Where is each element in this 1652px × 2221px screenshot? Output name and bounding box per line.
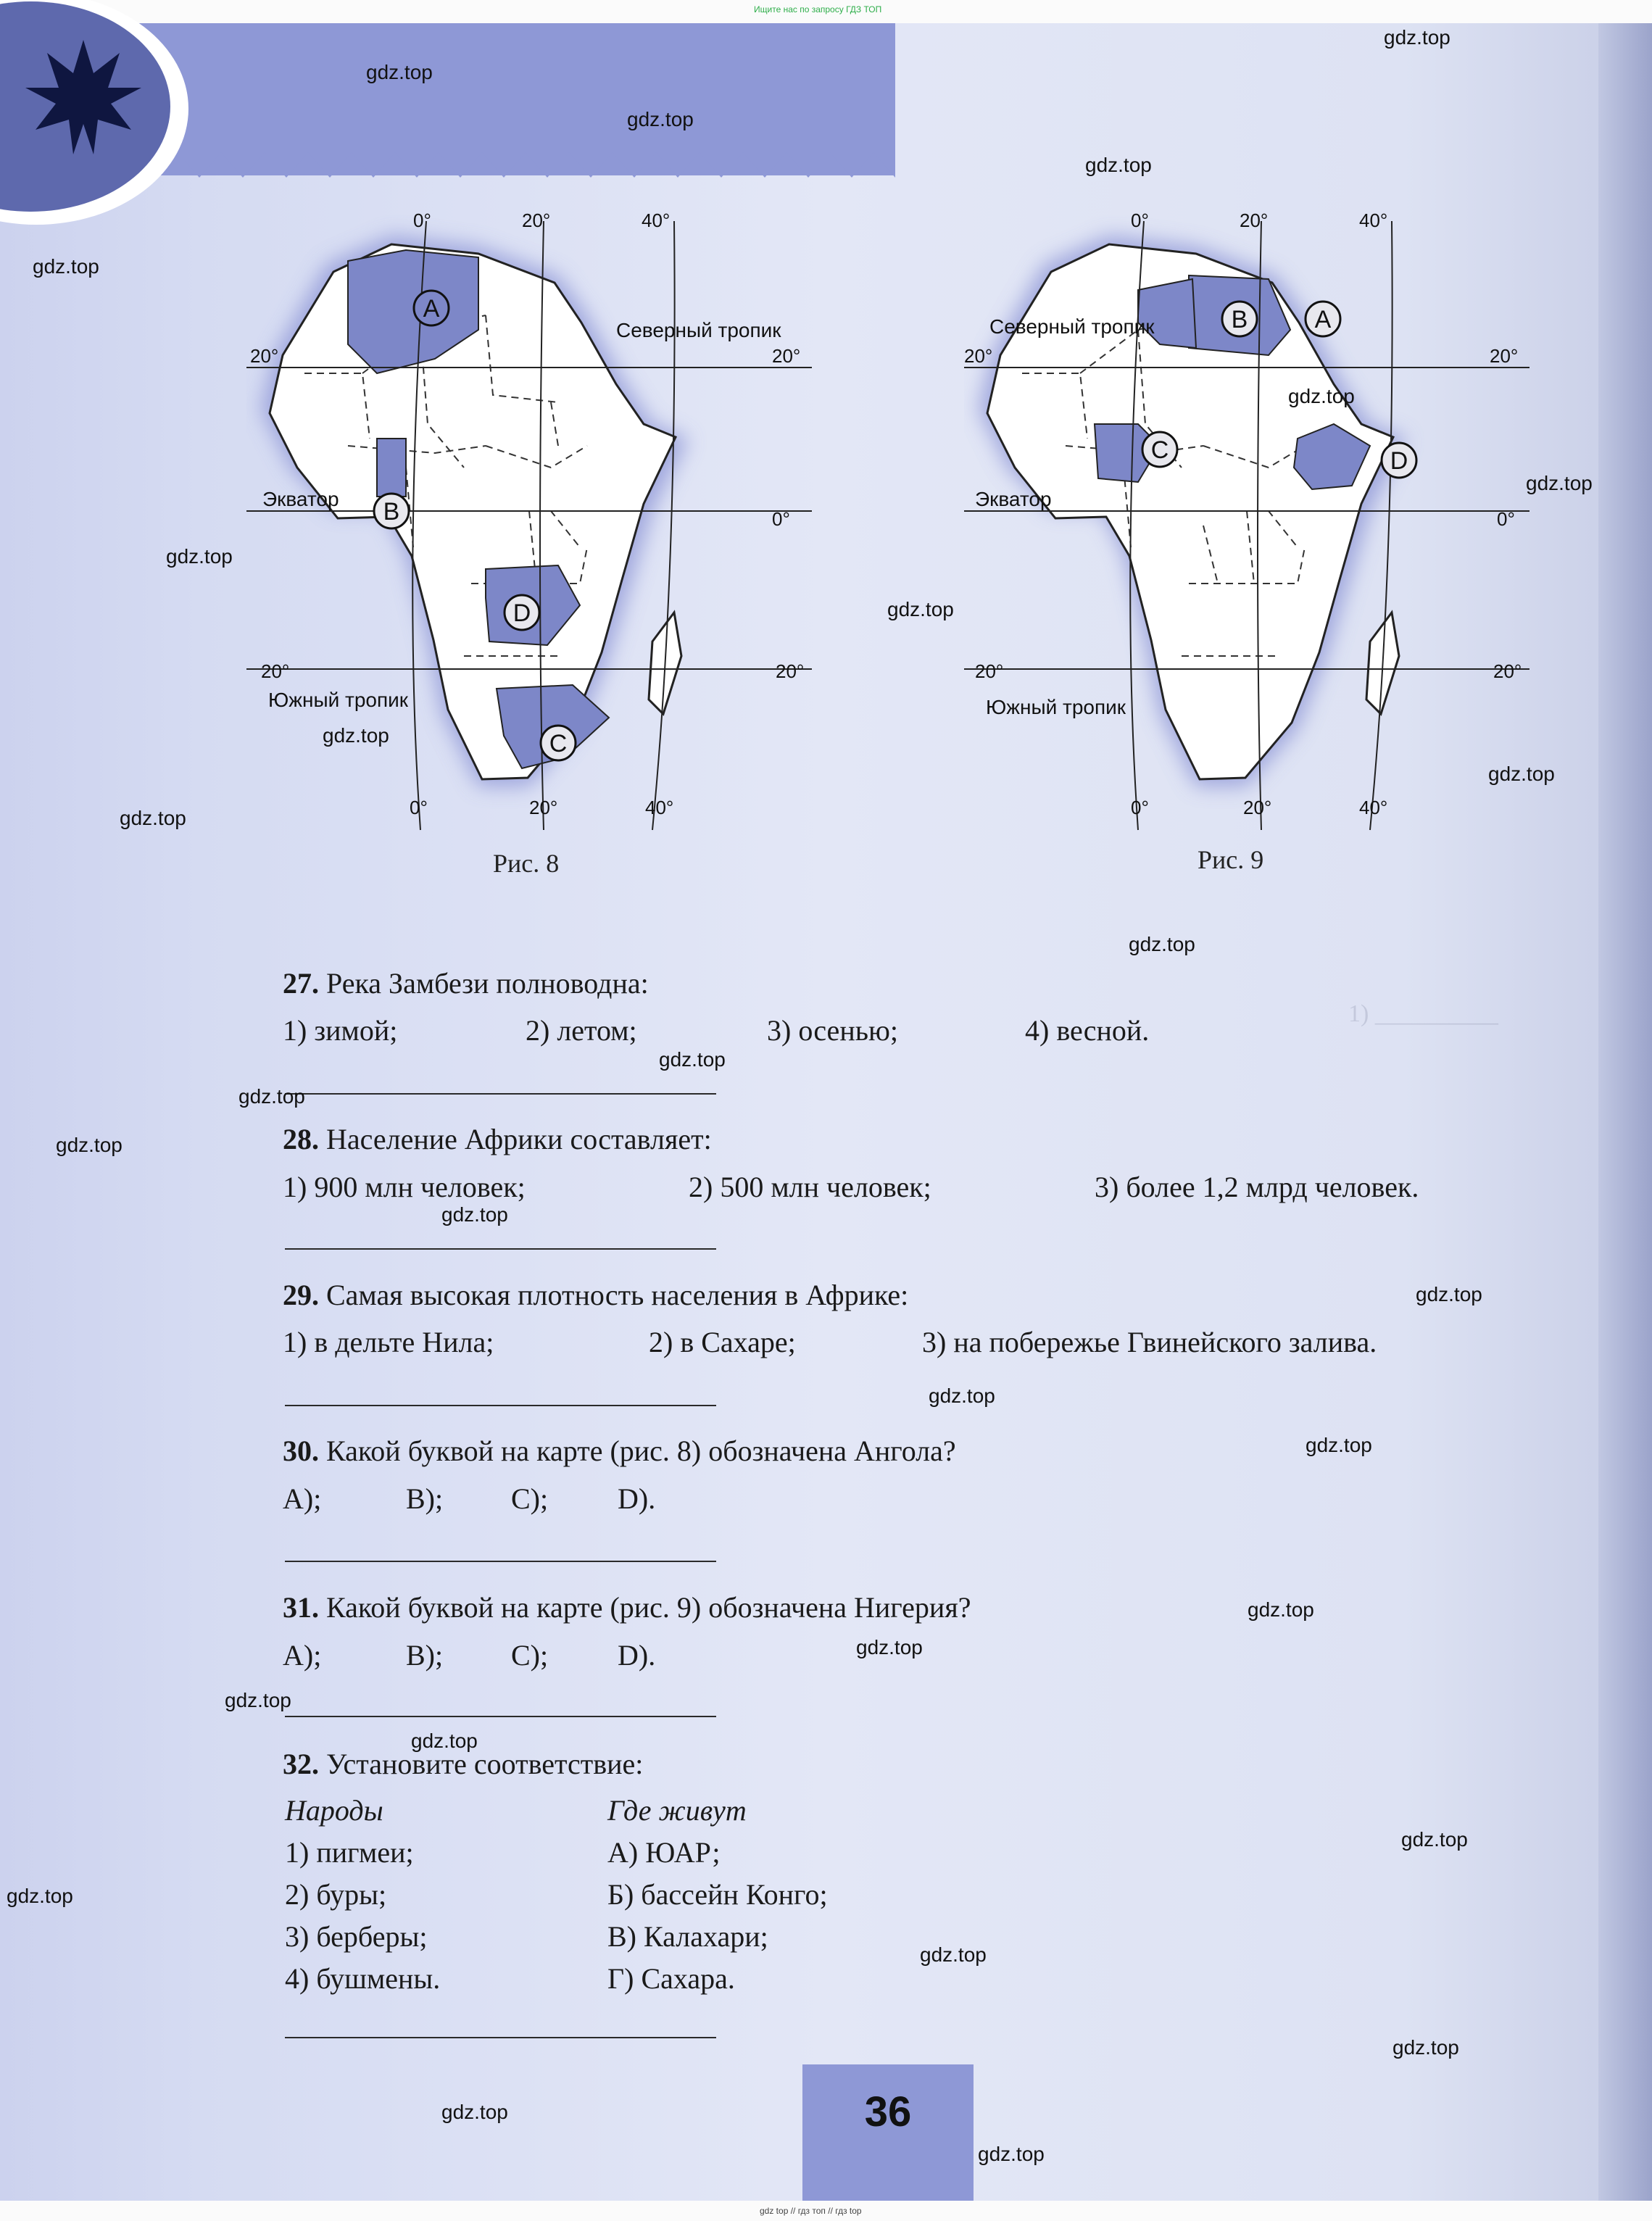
watermark[interactable]: gdz.top <box>929 1385 995 1407</box>
answer-option[interactable]: А); <box>283 1482 322 1515</box>
page-number: 36 <box>864 2088 912 2135</box>
answer-option[interactable]: В); <box>406 1482 444 1515</box>
question-text: Установите соответствие: <box>326 1748 644 1780</box>
fig9-equator: Экватор <box>975 488 1052 510</box>
watermark[interactable]: gdz.top <box>120 807 186 829</box>
question-27 <box>283 966 649 1000</box>
answer-option[interactable]: 3) осенью; <box>767 1014 898 1047</box>
answer-option[interactable]: D). <box>618 1639 656 1672</box>
fig8-lon-0: 0° <box>413 209 431 231</box>
watermark[interactable]: gdz.top <box>33 255 99 278</box>
bottom-banner <box>0 2201 1652 2221</box>
question-text: Население Африки составляет: <box>326 1123 712 1155</box>
question-30 <box>283 1434 956 1468</box>
watermark[interactable]: gdz.top <box>920 1943 987 1966</box>
answer-option[interactable]: 2) летом; <box>526 1014 637 1047</box>
watermark[interactable]: gdz.top <box>1526 472 1593 494</box>
answer-option[interactable]: 1) 900 млн человек; <box>283 1171 526 1203</box>
fig8-letter-d: D <box>512 599 531 627</box>
fig8-lat-20n-right: 20° <box>772 345 801 367</box>
fig8-lat-20s-right: 20° <box>776 660 805 682</box>
watermark[interactable]: gdz.top <box>166 545 233 568</box>
fig9-letter-b: B <box>1231 306 1248 333</box>
fig8-lon-20: 20° <box>522 209 551 231</box>
top-banner <box>0 0 1652 23</box>
fig8-south-tropic: Южный тропик <box>268 689 409 711</box>
fig9-letter-d: D <box>1390 447 1408 475</box>
column-header-peoples: Народы <box>285 1794 383 1827</box>
star-icon <box>22 36 145 159</box>
match-item: 3) берберы; <box>285 1920 428 1953</box>
watermark[interactable]: gdz.top <box>1288 385 1355 407</box>
watermark[interactable]: gdz.top <box>441 1203 508 1226</box>
watermark[interactable]: gdz.top <box>323 724 389 747</box>
answer-option[interactable]: 2) в Сахаре; <box>649 1326 796 1358</box>
watermark[interactable]: gdz.top <box>1306 1434 1372 1456</box>
answer-option[interactable]: С); <box>511 1482 549 1515</box>
watermark[interactable]: gdz.top <box>7 1885 73 1907</box>
fig9-lon-40: 40° <box>1359 209 1388 231</box>
question-number: 32. <box>283 1748 319 1780</box>
fig9-map <box>964 207 1544 844</box>
watermark[interactable]: gdz.top <box>1401 1828 1468 1851</box>
fig9-caption: Рис. 9 <box>1198 845 1264 874</box>
fig9-lat-20s-right: 20° <box>1493 660 1522 682</box>
watermark[interactable]: gdz.top <box>1384 26 1450 49</box>
fig9-lon-0: 0° <box>1131 209 1149 231</box>
question-text: Какой буквой на карте (рис. 8) обозначена Ангола? <box>326 1435 956 1467</box>
answer-option[interactable]: А); <box>283 1639 322 1672</box>
answer-option[interactable]: 2) 500 млн человек; <box>689 1171 931 1203</box>
watermark[interactable]: gdz.top <box>659 1048 726 1071</box>
answer-option[interactable]: В); <box>406 1639 444 1672</box>
fig8-equator: Экватор <box>262 488 339 510</box>
question-text: Река Замбези полноводна: <box>326 967 649 1000</box>
bottom-banner-text[interactable]: gdz top // гдз топ // гдз top <box>760 2206 862 2216</box>
fig8-caption: Рис. 8 <box>493 849 560 878</box>
fig9-lon-20: 20° <box>1240 209 1269 231</box>
fig9-letter-c: C <box>1150 436 1169 464</box>
watermark[interactable]: gdz.top <box>441 2101 508 2123</box>
answer-line[interactable] <box>285 1405 716 1406</box>
question-text: Самая высокая плотность населения в Африке: <box>326 1279 909 1311</box>
match-item: 4) бушмены. <box>285 1962 441 1995</box>
fig9-lat-20s-left: 20° <box>975 660 1004 682</box>
question-number: 28. <box>283 1123 319 1155</box>
fig8-lat-20n-left: 20° <box>250 345 279 367</box>
fig9-lon-40-bottom: 40° <box>1359 797 1388 818</box>
answer-option[interactable]: D). <box>618 1482 656 1515</box>
match-item: 2) буры; <box>285 1878 387 1911</box>
match-item: В) Калахари; <box>607 1920 768 1953</box>
fig8-lon-20-bottom: 20° <box>529 797 558 818</box>
watermark[interactable]: gdz.top <box>1129 933 1195 955</box>
watermark[interactable]: gdz.top <box>411 1730 478 1752</box>
answer-option[interactable]: 4) весной. <box>1025 1014 1150 1047</box>
watermark[interactable]: gdz.top <box>366 61 433 83</box>
fig8-lon-40: 40° <box>642 209 671 231</box>
fig9-letter-a: A <box>1314 306 1332 333</box>
question-text: Какой буквой на карте (рис. 9) обозначена Нигерия? <box>326 1591 971 1624</box>
question-28 <box>283 1122 712 1156</box>
fig8-lon-0-bottom: 0° <box>410 797 428 818</box>
answer-line[interactable] <box>285 1561 716 1562</box>
watermark[interactable]: gdz.top <box>1416 1283 1482 1305</box>
watermark[interactable]: gdz.top <box>856 1636 923 1659</box>
fig9-south-tropic: Южный тропик <box>986 696 1126 718</box>
column-header-location: Где живут <box>607 1794 747 1827</box>
watermark[interactable]: gdz.top <box>225 1689 291 1711</box>
answer-line[interactable] <box>285 1716 716 1717</box>
question-31 <box>283 1590 971 1624</box>
show-through-text: 1) __________ <box>1348 1000 1498 1027</box>
fig8-letter-b: B <box>383 498 400 526</box>
watermark[interactable]: gdz.top <box>1488 763 1555 785</box>
fig8-lat-20s-left: 20° <box>261 660 290 682</box>
question-number: 29. <box>283 1279 319 1311</box>
answer-line[interactable] <box>285 1248 716 1250</box>
match-item: 1) пигмеи; <box>285 1836 414 1869</box>
watermark[interactable]: gdz.top <box>56 1134 123 1156</box>
fig9-lon-20-bottom: 20° <box>1243 797 1272 818</box>
answer-option[interactable]: 1) зимой; <box>283 1014 398 1047</box>
answer-option[interactable]: С); <box>511 1639 549 1672</box>
answer-option[interactable]: 3) более 1,2 млрд человек. <box>1095 1171 1419 1203</box>
fig9-lat-0: 0° <box>1497 508 1515 530</box>
question-number: 30. <box>283 1435 319 1467</box>
match-item: Б) бассейн Конго; <box>607 1878 828 1911</box>
fig9-lat-20n-right: 20° <box>1490 345 1519 367</box>
question-29 <box>283 1278 908 1312</box>
page-edge-shadow <box>1598 23 1652 2201</box>
fig8-letter-c: C <box>549 730 568 757</box>
answer-line[interactable] <box>285 1093 716 1095</box>
fig8-map <box>246 207 826 844</box>
watermark[interactable]: gdz.top <box>887 598 954 620</box>
header-zigzag <box>167 127 895 178</box>
match-item: А) ЮАР; <box>607 1836 721 1869</box>
fig9-lon-0-bottom: 0° <box>1131 797 1149 818</box>
question-number: 27. <box>283 967 319 1000</box>
top-banner-text[interactable]: Ищите нас по запросу ГДЗ ТОП <box>754 4 882 14</box>
match-item: Г) Сахара. <box>607 1962 735 1995</box>
answer-option[interactable]: 3) на побережье Гвинейского залива. <box>922 1326 1377 1358</box>
watermark[interactable]: gdz.top <box>1085 154 1152 176</box>
watermark[interactable]: gdz.top <box>1392 2036 1459 2059</box>
fig9-lat-20n-left: 20° <box>964 345 993 367</box>
fig9-north-tropic: Северный тропик <box>989 315 1155 338</box>
answer-option[interactable]: 1) в дельте Нила; <box>283 1326 494 1358</box>
fig8-north-tropic: Северный тропик <box>616 319 781 341</box>
question-number: 31. <box>283 1591 319 1624</box>
watermark[interactable]: gdz.top <box>978 2143 1045 2165</box>
watermark[interactable]: gdz.top <box>238 1085 305 1108</box>
watermark[interactable]: gdz.top <box>627 108 694 130</box>
answer-line[interactable] <box>285 2037 716 2038</box>
fig8-letter-a: A <box>423 295 440 323</box>
fig8-lat-0: 0° <box>772 508 790 530</box>
fig8-lon-40-bottom: 40° <box>645 797 674 818</box>
watermark[interactable]: gdz.top <box>1248 1598 1314 1621</box>
